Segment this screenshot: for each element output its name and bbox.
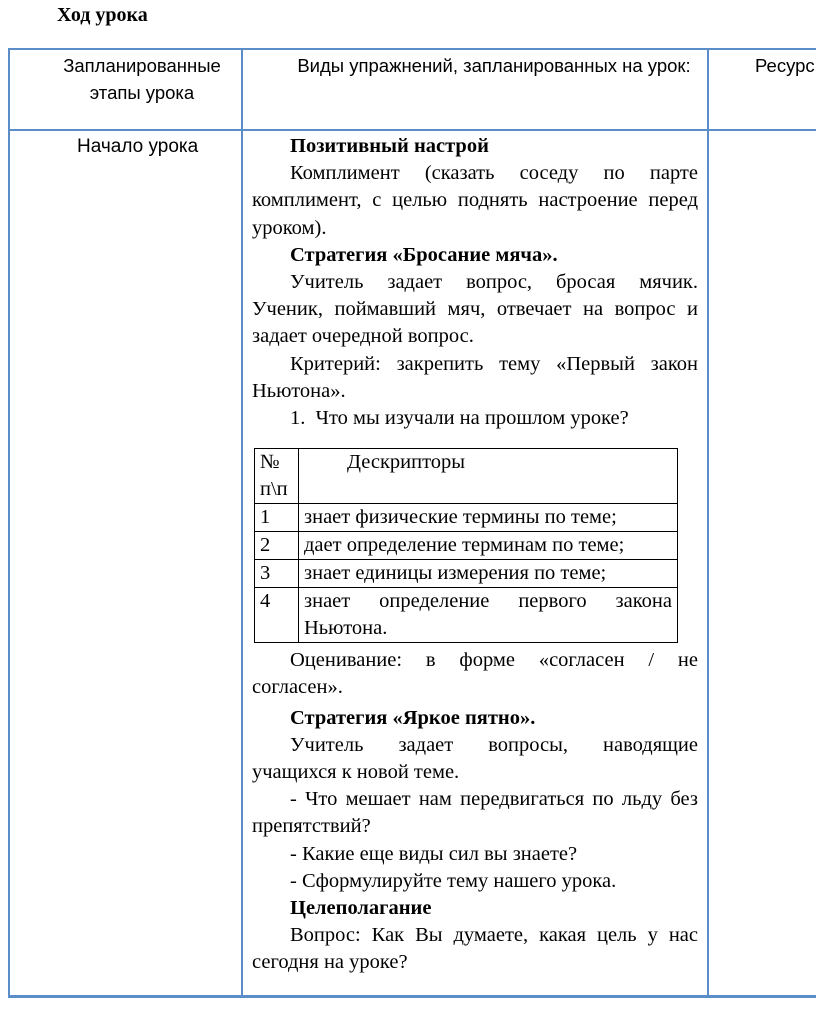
descriptors-col-number: № п\п: [255, 449, 299, 504]
descriptor-text: дает определение терминам по теме;: [299, 532, 678, 560]
table-col-divider-2: [707, 48, 709, 998]
goal-setting-text: Вопрос: Как Вы думаете, какая цель у нас сегодня на уроке?: [252, 924, 698, 974]
descriptor-number: 1: [255, 504, 299, 532]
table-header-divider: [8, 129, 816, 131]
header-stages: Запланированные этапы урока: [63, 55, 221, 103]
descriptor-text: знает определение первого закона Ньютона.: [299, 588, 678, 643]
heading-goal-setting: Целеполагание: [290, 897, 432, 920]
bright-spot-question-1: - Что мешает нам передвигаться по льду без препятствий?: [252, 788, 698, 838]
header-exercises: Виды упражнений, запланированных на урок:: [297, 55, 691, 76]
question-item: [290, 405, 698, 432]
table-row: [255, 588, 678, 643]
table-row: [255, 560, 678, 588]
heading-positive-mood: Позитивный настрой: [290, 135, 489, 157]
descriptor-number: 3: [255, 560, 299, 588]
heading-bright-spot: Стратегия «Яркое пятно».: [290, 706, 536, 729]
ball-strategy-text: Учитель задает вопрос, бросая мячик. Ученик, поймавший мяч, отвечает на вопрос и задает очередной вопрос.: [252, 271, 698, 348]
bright-spot-question-2: - Какие еще виды сил вы знаете?: [290, 842, 578, 865]
bright-spot-question-3: - Сформулируйте тему нашего урока.: [290, 869, 617, 892]
exercise-content: [252, 133, 698, 977]
table-border-bottom: [8, 995, 816, 998]
descriptor-text: знает единицы измерения по теме;: [299, 560, 678, 588]
criterion-text: Критерий: закрепить тему «Первый закон Ньютона».: [252, 352, 698, 402]
descriptor-text: знает физические термины по теме;: [299, 504, 678, 532]
descriptor-number: 2: [255, 532, 299, 560]
heading-ball-strategy: Стратегия «Бросание мяча».: [290, 243, 558, 266]
stage-label: Начало урока: [77, 136, 199, 157]
assessment-text: Оценивание: в форме «согласен / не согласен».: [252, 649, 698, 699]
table-row: [255, 532, 678, 560]
descriptors-table: [254, 448, 678, 643]
table-border-top: [8, 48, 816, 50]
descriptors-col-title: Дескрипторы: [299, 449, 678, 504]
question-number: 1.: [290, 407, 306, 430]
descriptor-number: 4: [255, 588, 299, 643]
compliment-text: Комплимент (сказать соседу по парте комплимент, с целью поднять настроение перед уроком).: [252, 162, 698, 239]
header-resources: Ресурс: [755, 55, 815, 76]
descriptors-header-row: [255, 449, 678, 504]
table-border-left: [8, 48, 10, 998]
lesson-progress-title: Ход урока: [57, 4, 148, 26]
table-col-divider-1: [241, 48, 243, 998]
table-row: [255, 504, 678, 532]
question-text: Что мы изучали на прошлом уроке?: [315, 407, 629, 430]
question-list: [252, 405, 698, 432]
bright-spot-text: Учитель задает вопросы, наводящие учащихся к новой теме.: [252, 733, 698, 784]
